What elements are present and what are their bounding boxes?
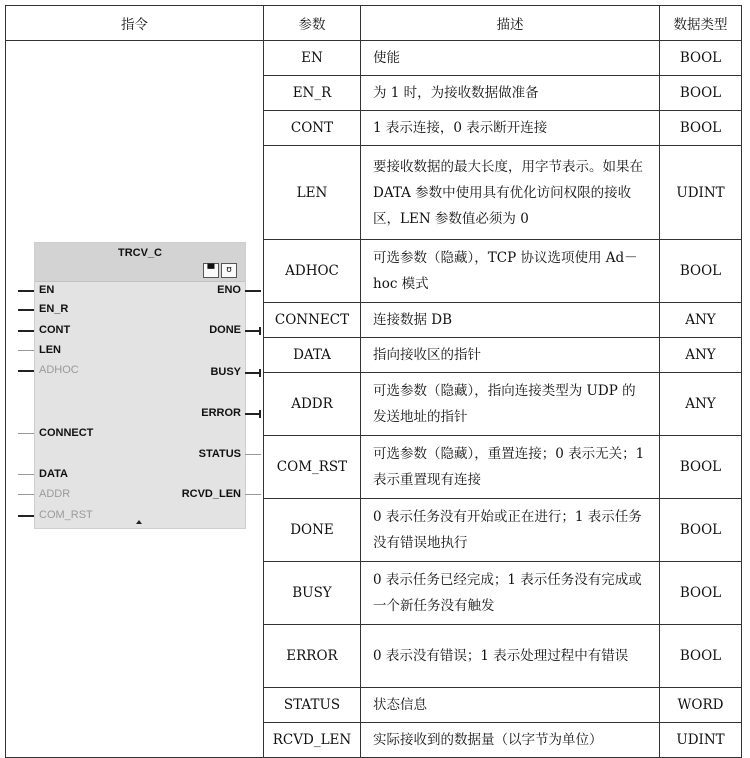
- header-data-type: 数据类型: [660, 6, 742, 41]
- type-cell: ANY: [660, 373, 742, 436]
- param-cell: COM_RST: [264, 436, 361, 499]
- type-cell: BOOL: [660, 562, 742, 625]
- desc-cell: 连接数据 DB: [361, 303, 660, 338]
- param-cell: DATA: [264, 338, 361, 373]
- pin-com-rst: COM_RST: [39, 509, 93, 521]
- addr-wire: [18, 494, 34, 495]
- header-parameter: 参数: [264, 6, 361, 41]
- param-cell: STATUS: [264, 688, 361, 723]
- type-cell: BOOL: [660, 41, 742, 76]
- param-cell: ERROR: [264, 625, 361, 688]
- type-cell: BOOL: [660, 499, 742, 562]
- desc-cell: 指向接收区的指针: [361, 338, 660, 373]
- desc-cell: 1 表示连接，0 表示断开连接: [361, 111, 660, 146]
- type-cell: BOOL: [660, 111, 742, 146]
- block-title: TRCV_C: [117, 247, 162, 259]
- desc-cell: 0 表示没有错误；1 表示处理过程中有错误: [361, 625, 660, 688]
- param-cell: ADHOC: [264, 240, 361, 303]
- desc-cell: 可选参数（隐藏），TCP 协议选项使用 Ad－hoc 模式: [361, 240, 660, 303]
- param-cell: DONE: [264, 499, 361, 562]
- param-cell: EN: [264, 41, 361, 76]
- pin-rcvd-len: RCVD_LEN: [181, 488, 241, 500]
- type-cell: UDINT: [660, 146, 742, 240]
- com-rst-wire: [18, 515, 34, 517]
- pin-en-r: EN_R: [39, 303, 69, 315]
- block-body: [34, 242, 246, 529]
- type-cell: WORD: [660, 688, 742, 723]
- desc-cell: 为 1 时，为接收数据做准备: [361, 76, 660, 111]
- rcvd-len-wire: [245, 494, 261, 495]
- trcv-c-block: [12, 242, 257, 531]
- pin-busy: BUSY: [210, 366, 241, 378]
- desc-cell: 使能: [361, 41, 660, 76]
- parameter-table: [5, 5, 742, 758]
- eno-wire: [245, 290, 261, 292]
- instruction-cell: [6, 41, 264, 758]
- en-r-wire: [18, 309, 34, 311]
- header-description: 描述: [361, 6, 660, 41]
- block-title-bar: [35, 243, 245, 282]
- network-icon: ▀: [203, 263, 219, 278]
- cont-wire: [18, 330, 34, 332]
- desc-cell: 可选参数（隐藏），重置连接；0 表示无关；1 表示重置现有连接: [361, 436, 660, 499]
- pin-error: ERROR: [201, 407, 241, 419]
- param-cell: BUSY: [264, 562, 361, 625]
- desc-cell: 状态信息: [361, 688, 660, 723]
- param-cell: ADDR: [264, 373, 361, 436]
- param-cell: RCVD_LEN: [264, 723, 361, 758]
- done-tick: [259, 327, 261, 335]
- type-cell: BOOL: [660, 436, 742, 499]
- desc-cell: 要接收数据的最大长度，用字节表示。如果在 DATA 参数中使用具有优化访问权限的接收区，LEN 参数值必须为 0: [361, 146, 660, 240]
- type-cell: BOOL: [660, 76, 742, 111]
- type-cell: BOOL: [660, 625, 742, 688]
- type-cell: BOOL: [660, 240, 742, 303]
- param-cell: EN_R: [264, 76, 361, 111]
- status-wire: [245, 454, 261, 455]
- param-cell: CONNECT: [264, 303, 361, 338]
- pin-eno: ENO: [217, 284, 241, 296]
- pin-done: DONE: [209, 324, 241, 336]
- pin-en: EN: [39, 284, 55, 296]
- type-cell: UDINT: [660, 723, 742, 758]
- error-tick: [259, 410, 261, 418]
- en-wire: [18, 290, 34, 292]
- data-wire: [18, 474, 34, 475]
- param-cell: LEN: [264, 146, 361, 240]
- len-wire: [18, 350, 34, 351]
- diagnostics-icon: ʊ: [221, 263, 237, 278]
- connect-wire: [18, 433, 34, 434]
- type-cell: ANY: [660, 303, 742, 338]
- pin-len: LEN: [39, 344, 61, 356]
- desc-cell: 0 表示任务已经完成；1 表示任务没有完成或一个新任务没有触发: [361, 562, 660, 625]
- caret-up-icon[interactable]: [136, 520, 142, 524]
- adhoc-wire: [18, 370, 34, 372]
- pin-status: STATUS: [198, 448, 241, 460]
- busy-tick: [259, 369, 261, 377]
- desc-cell: 0 表示任务没有开始或正在进行；1 表示任务没有错误地执行: [361, 499, 660, 562]
- pin-adhoc: ADHOC: [39, 364, 79, 376]
- type-cell: ANY: [660, 338, 742, 373]
- header-instruction: 指令: [6, 6, 264, 41]
- table-row: [6, 41, 742, 76]
- pin-data: DATA: [39, 468, 68, 480]
- header-row: [6, 6, 742, 41]
- pin-addr: ADDR: [39, 488, 71, 500]
- pin-connect: CONNECT: [39, 427, 94, 439]
- desc-cell: 可选参数（隐藏），指向连接类型为 UDP 的发送地址的指针: [361, 373, 660, 436]
- param-cell: CONT: [264, 111, 361, 146]
- desc-cell: 实际接收到的数据量（以字节为单位）: [361, 723, 660, 758]
- pin-cont: CONT: [39, 324, 71, 336]
